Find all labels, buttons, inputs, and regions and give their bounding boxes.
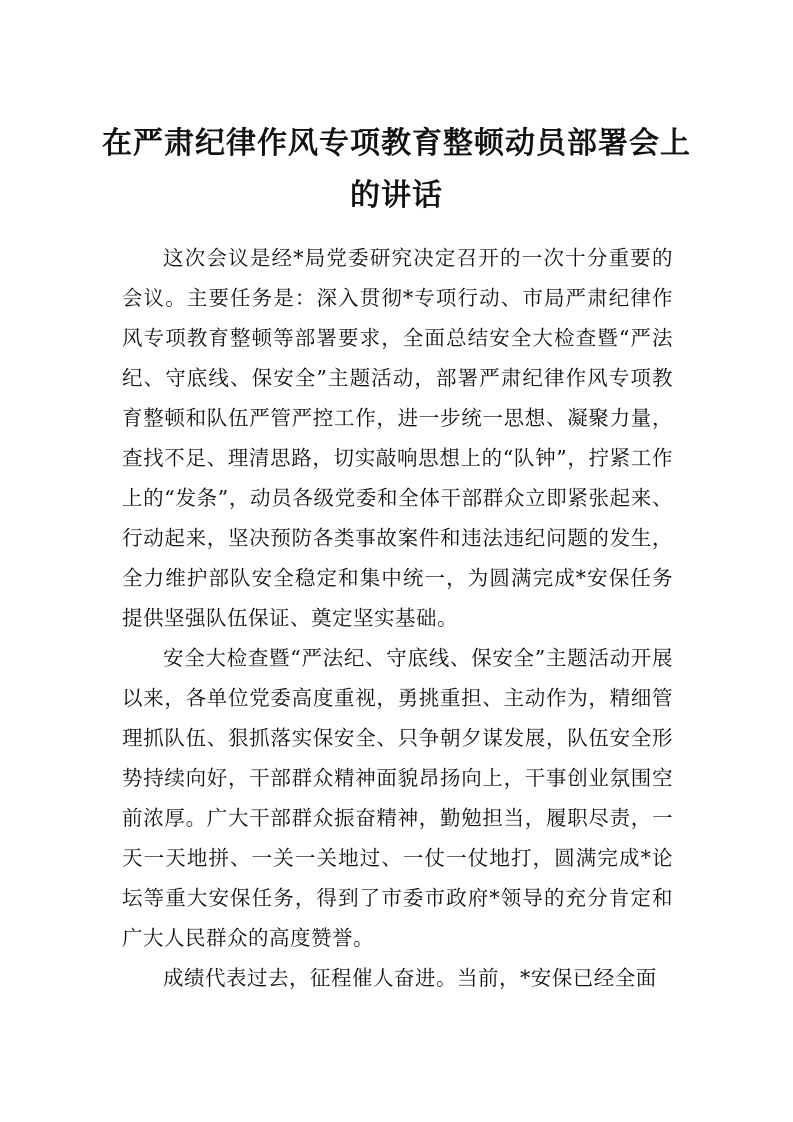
paragraph-2: 安全大检查暨“严法纪、守底线、保安全”主题活动开展以来，各单位党委高度重视，勇挑重担、主动作为，精细管理抓队伍、狠抓落实保安全、只争朝夕谋发展，队伍安全形势持续向好，干部群众精神面貌昂扬向上，干事创业氛围空前浓厚。广大干部群众振奋精神，勤勉担当，履职尽责，一天一天地拼、一关一关地过、一仗一仗地打，圆满完成*论坛等重大安保任务，得到了市委市政府*领导的充分肯定和广大人民群众的高度赞誉。 [122, 646, 673, 950]
document-title: 在严肃纪律作风专项教育整顿动员部署会上的讲话 [102, 126, 691, 213]
paragraph-3: 成绩代表过去，征程催人奋进。当前，*安保已经全面 [163, 966, 657, 990]
document-body [122, 238, 673, 998]
paragraph-1: 这次会议是经*局党委研究决定召开的一次十分重要的会议。主要任务是：深入贯彻*专项行动、市局严肃纪律作风专项教育整顿等部署要求，全面总结安全大检查暨“严法纪、守底线、保安全”主题活动，部署严肃纪律作风专项教育整顿和队伍严管严控工作，进一步统一思想、凝聚力量，查找不足、理清思路，切实敲响思想上的“队钟”，拧紧工作上的“发条”，动员各级党委和全体干部群众立即紧张起来、行动起来，坚决预防各类事故案件和违法违纪问题的发生，全力维护部队安全稳定和集中统一，为圆满完成*安保任务提供坚强队伍保证、奠定坚实基础。 [122, 246, 673, 630]
